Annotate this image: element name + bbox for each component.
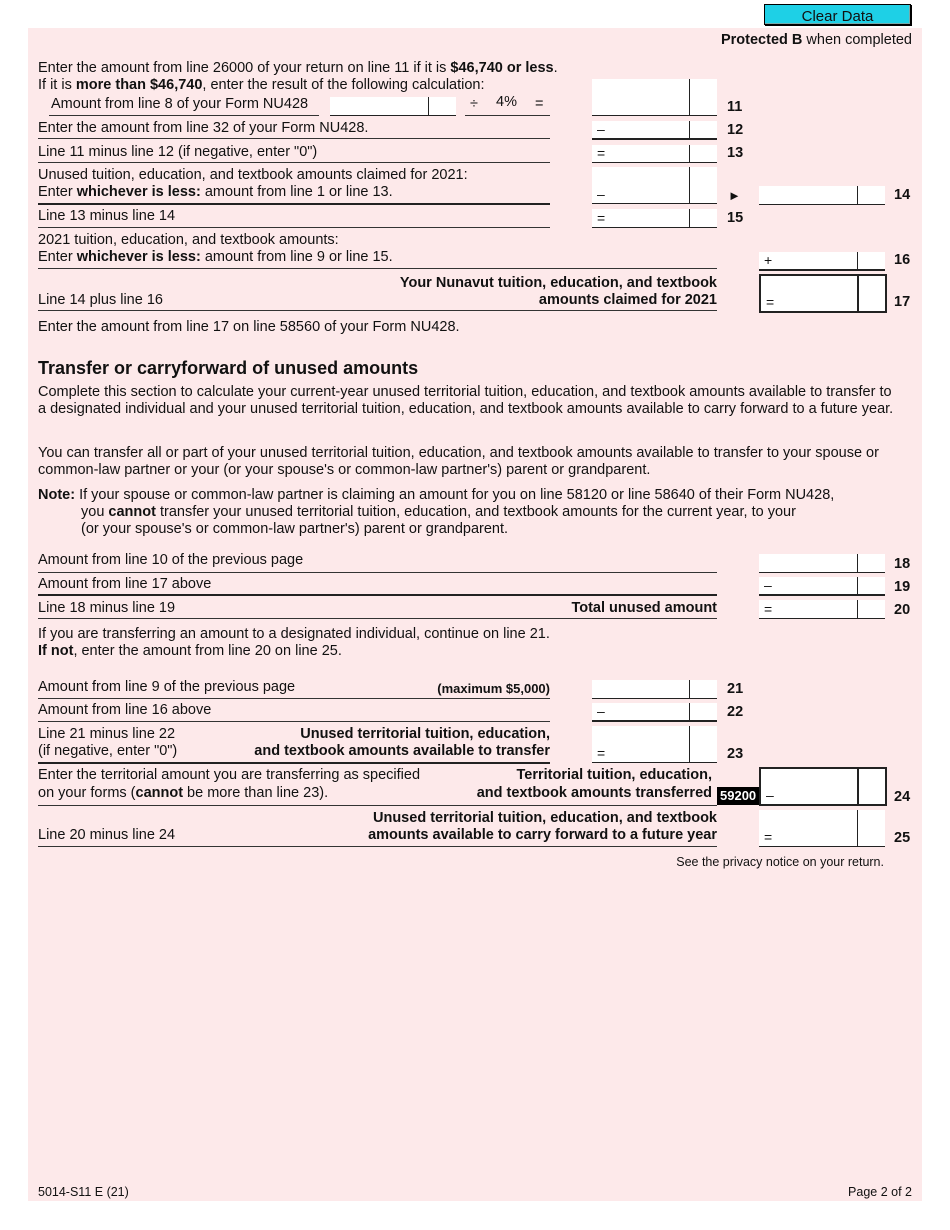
line23-rule bbox=[38, 762, 550, 764]
line21-input[interactable] bbox=[592, 680, 717, 699]
line14-number: 14 bbox=[894, 187, 911, 203]
line14-input[interactable] bbox=[759, 186, 885, 205]
line17-title1: Your Nunavut tuition, education, and textbook bbox=[399, 275, 717, 291]
divide-symbol: ÷ bbox=[470, 96, 478, 112]
line16-rule bbox=[38, 268, 717, 269]
line15-rule bbox=[38, 227, 550, 228]
line14-label2-b: whichever is less: bbox=[76, 184, 201, 200]
line14-left-input[interactable] bbox=[592, 167, 717, 204]
continue-instruction: If you are transferring an amount to a designated individual, continue on line 21. bbox=[38, 626, 550, 642]
line20-number: 20 bbox=[894, 602, 911, 618]
line11-calc-rule bbox=[49, 115, 319, 116]
line24-title2: and textbook amounts transferred bbox=[476, 785, 712, 801]
line18-number: 18 bbox=[894, 556, 911, 572]
line19-input[interactable] bbox=[759, 577, 885, 596]
line17-instruction: Enter the amount from line 17 on line 58560 of your Form NU428. bbox=[38, 319, 460, 335]
line15-label: Line 13 minus line 14 bbox=[38, 208, 176, 224]
line16-label2 bbox=[38, 249, 393, 266]
note-line3: (or your spouse's or common-law partner's) parent or grandparent. bbox=[81, 521, 509, 537]
note-line2-c: transfer your unused territorial tuition, education, and textbook amounts for the current year, to your bbox=[155, 504, 796, 520]
line22-label: Amount from line 16 above bbox=[38, 702, 212, 718]
line11-text2-b: more than $46,740 bbox=[75, 77, 203, 93]
line17-number: 17 bbox=[894, 294, 911, 310]
line17-rule bbox=[38, 310, 717, 311]
line11-text1-c: . bbox=[553, 60, 558, 76]
line11-text2-c: , enter the result of the following calculation: bbox=[202, 77, 485, 93]
line20-title: Total unused amount bbox=[571, 600, 717, 616]
line21-rule bbox=[38, 698, 550, 699]
equals-operator: = bbox=[764, 829, 773, 845]
section-intro-paragraph: Complete this section to calculate your current-year unused territorial tuition, education, and textbook amounts available to transfer to a designated individual and your unused territorial tuition, education, and textbook amounts available to carry forward to a future year. bbox=[38, 384, 894, 417]
minus-operator: – bbox=[766, 787, 774, 803]
line23-label1: Line 21 minus line 22 bbox=[38, 726, 176, 742]
note-line1-text: If your spouse or common-law partner is claiming an amount for you on line 58120 or line 58640 of their Form NU428, bbox=[75, 487, 835, 503]
if-not-rest: , enter the amount from line 20 on line 25. bbox=[73, 643, 342, 659]
line17-input[interactable] bbox=[759, 274, 887, 313]
note-line1 bbox=[38, 487, 834, 504]
line18-label: Amount from line 10 of the previous page bbox=[38, 552, 304, 568]
line11-equals: = bbox=[535, 96, 544, 112]
line-code-59200: 59200 bbox=[717, 787, 759, 805]
line25-rule bbox=[38, 846, 717, 847]
equals-operator: = bbox=[764, 601, 773, 617]
line16-number: 16 bbox=[894, 252, 911, 268]
plus-operator: + bbox=[764, 252, 773, 268]
line24-label2 bbox=[38, 785, 328, 802]
protected-bold: Protected B bbox=[720, 32, 803, 48]
line23-input[interactable] bbox=[592, 726, 717, 763]
line12-rule bbox=[38, 138, 550, 139]
line18-rule bbox=[38, 572, 717, 573]
line11-input[interactable] bbox=[592, 79, 717, 116]
note-label: Note: bbox=[38, 487, 76, 503]
line25-label: Line 20 minus line 24 bbox=[38, 827, 176, 843]
line11-text2 bbox=[38, 77, 485, 94]
form-code: 5014-S11 E (21) bbox=[38, 1185, 129, 1199]
line20-input[interactable] bbox=[759, 600, 885, 619]
line15-input[interactable] bbox=[592, 209, 717, 228]
minus-operator: – bbox=[597, 703, 605, 719]
line15-number: 15 bbox=[727, 210, 744, 226]
equals-operator: = bbox=[597, 210, 606, 226]
line24-title1: Territorial tuition, education, bbox=[516, 767, 712, 783]
minus-operator: – bbox=[764, 577, 772, 593]
line24-label2-b: cannot bbox=[135, 785, 184, 801]
line12-label: Enter the amount from line 32 of your Form NU428. bbox=[38, 120, 369, 136]
note-line2-b: cannot bbox=[108, 504, 156, 520]
line20-rule bbox=[38, 618, 717, 619]
line16-label2-c: amount from line 9 or line 15. bbox=[200, 249, 393, 265]
line14-label2-c: amount from line 1 or line 13. bbox=[200, 184, 393, 200]
line11-text1 bbox=[38, 60, 558, 77]
line23-number: 23 bbox=[727, 746, 744, 762]
page-number: Page 2 of 2 bbox=[848, 1185, 912, 1199]
line21-number: 21 bbox=[727, 681, 744, 697]
line22-rule bbox=[38, 721, 550, 722]
line13-label: Line 11 minus line 12 (if negative, enter "0") bbox=[38, 144, 318, 160]
line16-input[interactable] bbox=[759, 252, 885, 271]
line24-rule bbox=[38, 805, 717, 806]
line16-label2-a: Enter bbox=[38, 249, 77, 265]
line19-number: 19 bbox=[894, 579, 911, 595]
protected-notice bbox=[721, 32, 912, 49]
line24-label2-a: on your forms ( bbox=[38, 785, 136, 801]
equals-operator: = bbox=[766, 294, 775, 310]
line21-label: Amount from line 9 of the previous page bbox=[38, 679, 296, 695]
line23-label2: (if negative, enter "0") bbox=[38, 743, 178, 759]
line14-label1: Unused tuition, education, and textbook amounts claimed for 2021: bbox=[38, 167, 468, 183]
if-not-instruction bbox=[38, 643, 342, 660]
protected-rest: when completed bbox=[802, 32, 912, 48]
line21-maximum-note: (maximum $5,000) bbox=[437, 681, 550, 696]
section-heading: Transfer or carryforward of unused amounts bbox=[38, 358, 419, 378]
line13-input[interactable] bbox=[592, 145, 717, 163]
minus-operator: – bbox=[597, 121, 605, 137]
line25-input[interactable] bbox=[759, 810, 885, 847]
line18-input[interactable] bbox=[759, 554, 885, 573]
line11-rate-rule bbox=[465, 115, 550, 116]
minus-operator: – bbox=[597, 186, 605, 202]
line24-label1: Enter the territorial amount you are transferring as specified bbox=[38, 767, 421, 783]
line11-number: 11 bbox=[727, 99, 743, 115]
line14-rule bbox=[38, 203, 550, 205]
line13-rule bbox=[38, 162, 550, 163]
line17-title2: amounts claimed for 2021 bbox=[538, 292, 717, 308]
note-line2 bbox=[81, 504, 796, 521]
line23-title2: and textbook amounts available to transfer bbox=[254, 743, 550, 759]
line22-number: 22 bbox=[727, 704, 744, 720]
arrow-right-icon: ► bbox=[728, 188, 741, 203]
line17-label: Line 14 plus line 16 bbox=[38, 292, 163, 308]
line11-text2-a: If it is bbox=[38, 77, 76, 93]
line11-calc-label: Amount from line 8 of your Form NU428 bbox=[51, 96, 309, 112]
line16-label2-b: whichever is less: bbox=[76, 249, 201, 265]
transfer-paragraph: You can transfer all or part of your unused territorial tuition, education, and textbook amounts available to transfer to your spouse or common-law partner or your (or your spouse's or common-law partner's) parent or grandparent. bbox=[38, 445, 879, 478]
clear-data-button[interactable]: Clear Data bbox=[764, 4, 911, 25]
line14-label2-a: Enter bbox=[38, 184, 77, 200]
line24-label2-c: be more than line 23). bbox=[183, 785, 329, 801]
line11-rate: 4% bbox=[496, 94, 517, 110]
line25-title1: Unused territorial tuition, education, and textbook bbox=[373, 810, 717, 826]
line12-number: 12 bbox=[727, 122, 744, 138]
line19-rule bbox=[38, 594, 717, 596]
line11-text1-b: $46,740 or less bbox=[450, 60, 554, 76]
line20-label: Line 18 minus line 19 bbox=[38, 600, 176, 616]
privacy-notice: See the privacy notice on your return. bbox=[676, 855, 884, 869]
line22-input[interactable] bbox=[592, 703, 717, 722]
line24-input[interactable] bbox=[759, 767, 887, 806]
line12-input[interactable] bbox=[592, 121, 717, 140]
line25-number: 25 bbox=[894, 830, 911, 846]
equals-operator: = bbox=[597, 145, 606, 161]
note-line2-a: you bbox=[81, 504, 109, 520]
line11-text1-a: Enter the amount from line 26000 of your return on line 11 if it is bbox=[38, 60, 451, 76]
line14-label2 bbox=[38, 184, 393, 201]
line19-label: Amount from line 17 above bbox=[38, 576, 212, 592]
line23-title1: Unused territorial tuition, education, bbox=[300, 726, 550, 742]
equals-operator: = bbox=[597, 745, 606, 761]
line13-number: 13 bbox=[727, 145, 744, 161]
if-not-bold: If not bbox=[38, 643, 74, 659]
line16-label1: 2021 tuition, education, and textbook amounts: bbox=[38, 232, 339, 248]
line11-calc-input[interactable] bbox=[330, 97, 456, 116]
line25-title2: amounts available to carry forward to a future year bbox=[368, 827, 717, 843]
line24-number: 24 bbox=[894, 789, 911, 805]
